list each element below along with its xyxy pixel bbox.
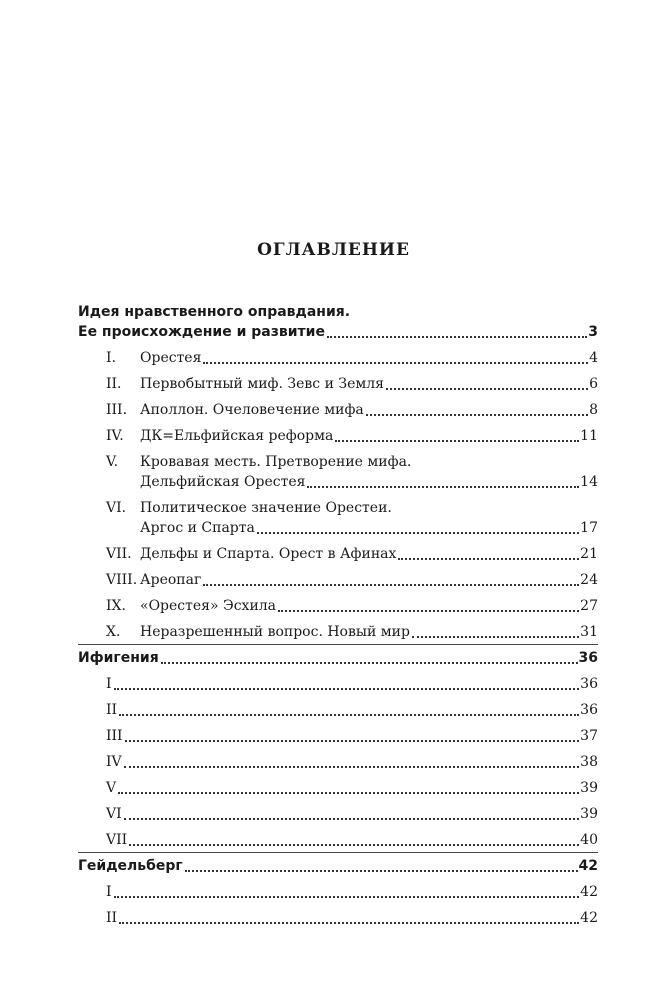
toc-subitem[interactable] (78, 752, 598, 772)
item-number: III (106, 728, 123, 744)
toc-subitem[interactable] (78, 778, 598, 798)
page-number: 36 (580, 676, 598, 692)
dot-leader (124, 766, 580, 768)
dot-leader (203, 362, 588, 364)
item-number: VI. (106, 500, 127, 516)
item-number: I (106, 884, 112, 900)
toc-item[interactable] (78, 544, 598, 564)
dot-leader (203, 584, 579, 586)
page-number: 31 (580, 624, 598, 640)
toc-subitem[interactable] (78, 830, 598, 850)
dot-leader (335, 440, 579, 442)
toc-section-idea (78, 302, 598, 642)
toc-subitem[interactable] (78, 882, 598, 902)
table-of-contents (78, 302, 598, 930)
dot-leader (412, 636, 579, 638)
toc-subitem[interactable] (78, 804, 598, 824)
section-heading-entry[interactable] (78, 856, 598, 876)
item-number: VII (106, 832, 128, 848)
dot-leader (366, 414, 588, 416)
dot-leader (386, 388, 588, 390)
item-title-line2: Аргос и Спарта (140, 520, 255, 536)
page-title: ОГЛАВЛЕНИЕ (257, 240, 410, 260)
toc-item[interactable] (78, 622, 598, 642)
toc-subitem[interactable] (78, 726, 598, 746)
dot-leader (278, 610, 579, 612)
toc-subitem[interactable] (78, 674, 598, 694)
item-number: III. (106, 402, 128, 418)
page-number: 42 (580, 910, 598, 926)
toc-item[interactable] (78, 374, 598, 394)
item-number: V. (106, 454, 119, 470)
item-title: Аполлон. Очеловечение мифа (140, 402, 364, 418)
dot-leader (257, 532, 579, 534)
dot-leader (114, 688, 580, 690)
page-number: 42 (578, 858, 598, 874)
page-number: 39 (580, 780, 598, 796)
toc-item[interactable] (78, 498, 598, 538)
dot-leader (119, 922, 579, 924)
toc-subitem[interactable] (78, 700, 598, 720)
item-number: I (106, 676, 112, 692)
item-number: IX. (106, 598, 126, 614)
section-heading-line1: Идея нравственного оправдания. (78, 304, 351, 320)
toc-section-heidelberg (78, 852, 598, 928)
toc-section-ifigeniya (78, 644, 598, 850)
item-title-line1: Кровавая месть. Претворение мифа. (140, 454, 412, 470)
page-number: 21 (580, 546, 598, 562)
toc-item[interactable] (78, 452, 598, 492)
item-number: VI (106, 806, 122, 822)
item-title: Дельфы и Спарта. Орест в Афинах (140, 546, 397, 562)
page-number: 17 (580, 520, 598, 536)
item-number: X. (106, 624, 121, 640)
dot-leader (161, 662, 578, 664)
page-number: 3 (588, 324, 598, 340)
section-heading-entry[interactable] (78, 648, 598, 668)
item-number: I. (106, 350, 116, 366)
item-title-line1: Политическое значение Орестеи. (140, 500, 392, 516)
page-number: 42 (580, 884, 598, 900)
item-number: VIII. (106, 572, 138, 588)
section-heading: Ифигения (78, 650, 159, 666)
dot-leader (129, 844, 579, 846)
dot-leader (185, 870, 578, 872)
toc-item[interactable] (78, 570, 598, 590)
toc-item[interactable] (78, 596, 598, 616)
item-title-line2: Дельфийская Орестея (140, 474, 306, 490)
dot-leader (124, 818, 580, 820)
item-title: Неразрешенный вопрос. Новый мир (140, 624, 410, 640)
page-number: 27 (580, 598, 598, 614)
dot-leader (307, 486, 579, 488)
item-number: VII. (106, 546, 132, 562)
page-number: 38 (580, 754, 598, 770)
section-heading-entry[interactable] (78, 322, 598, 342)
item-title: ДК=Ельфийская реформа (140, 428, 334, 444)
page-number: 4 (589, 350, 598, 366)
page-number: 6 (589, 376, 598, 392)
dot-leader (119, 714, 579, 716)
page-number: 11 (580, 428, 598, 444)
item-number: II (106, 910, 118, 926)
item-title: Ареопаг (140, 572, 202, 588)
section-heading: Гейдельберг (78, 858, 183, 874)
dot-leader (398, 558, 579, 560)
item-number: V (106, 780, 117, 796)
page-number: 8 (589, 402, 598, 418)
dot-leader (125, 740, 580, 742)
page-number: 39 (580, 806, 598, 822)
page-number: 24 (580, 572, 598, 588)
item-title: «Орестея» Эсхила (140, 598, 277, 614)
dot-leader (114, 896, 580, 898)
toc-item[interactable] (78, 348, 598, 368)
item-number: II. (106, 376, 122, 392)
page-number: 40 (580, 832, 598, 848)
page-number: 14 (580, 474, 598, 490)
item-title: Первобытный миф. Зевс и Земля (140, 376, 385, 392)
page-number: 36 (578, 650, 598, 666)
item-number: IV. (106, 428, 124, 444)
page-number: 37 (580, 728, 598, 744)
section-heading-line2: Ее происхождение и развитие (78, 324, 325, 340)
toc-subitem[interactable] (78, 908, 598, 928)
dot-leader (118, 792, 579, 794)
dot-leader (327, 336, 587, 338)
toc-item[interactable] (78, 426, 598, 446)
toc-item[interactable] (78, 400, 598, 420)
item-number: IV (106, 754, 122, 770)
item-title: Орестея (140, 350, 202, 366)
page-number: 36 (580, 702, 598, 718)
item-number: II (106, 702, 118, 718)
